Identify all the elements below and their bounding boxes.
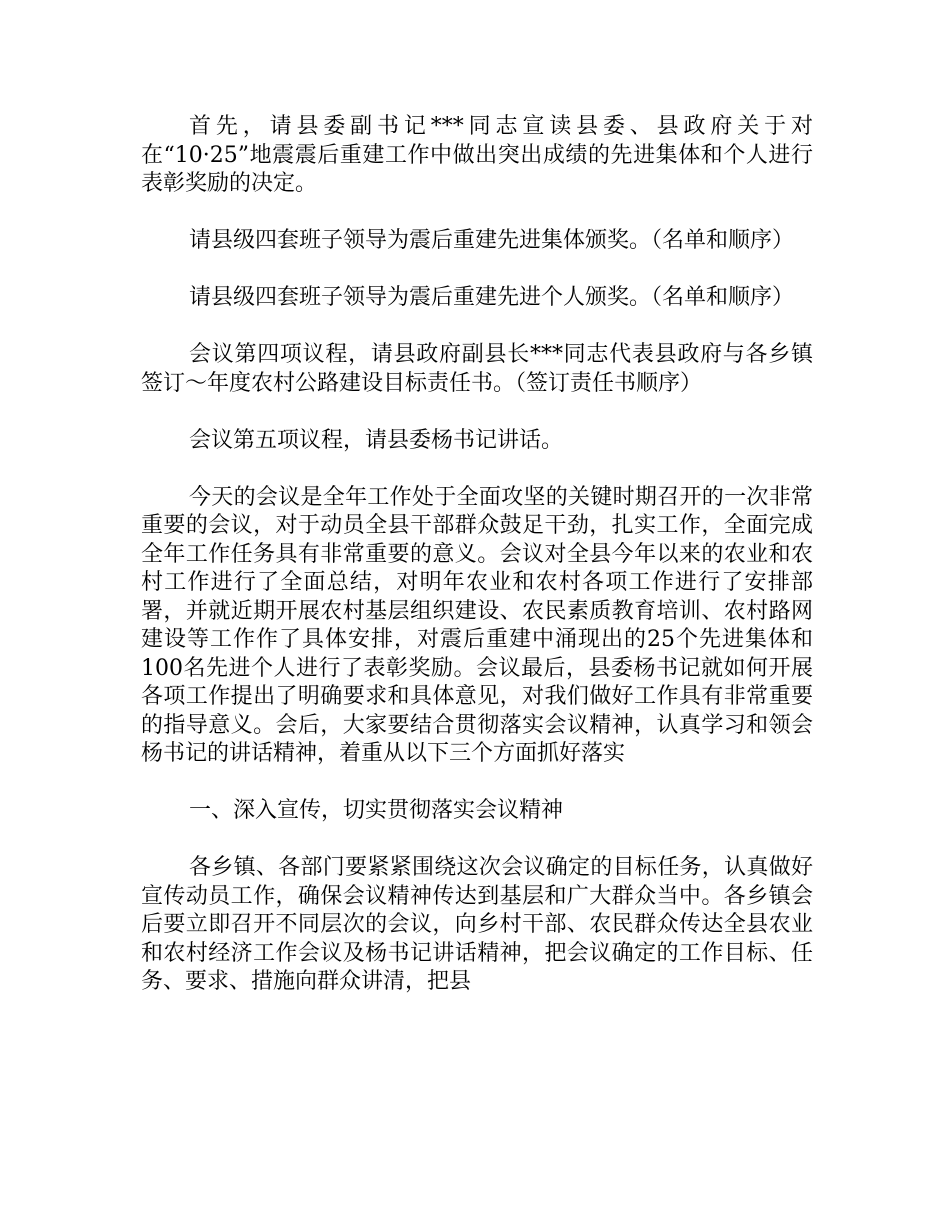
section-heading-one: 一、深入宣传，切实贯彻落实会议精神 [189,798,564,823]
paragraph-publicity: 各乡镇、各部门要紧紧围绕这次会议确定的目标任务，认真做好宣传动员工作，确保会议精神传达到基层和广大群众当中。各乡镇会后要立即召开不同层次的会议，向乡村干部、农民群众传达全县农业和农村经济工作会议及杨书记讲话精神，把会议确定的工作目标、任务、要求、措施向群众讲清，把县 [141,855,813,994]
paragraph-individual-awards: 请县级四套班子领导为震后重建先进个人颁奖。（名单和顺序） [189,285,795,310]
paragraph-collective-awards: 请县级四套班子领导为震后重建先进集体颁奖。（名单和顺序） [189,228,795,253]
paragraph-agenda-item-four: 会议第四项议程，请县政府副县长***同志代表县政府与各乡镇签订～年度农村公路建设目标责任书。（签订责任书顺序） [141,342,813,396]
paragraph-meeting-summary: 今天的会议是全年工作处于全面攻坚的关键时期召开的一次非常重要的会议，对于动员全县干部群众鼓足干劲，扎实工作，全面完成全年工作任务具有非常重要的意义。会议对全县今年以来的农业和农村工作进行了全面总结，对明年农业和农村各项工作进行了安排部署，并就近期开展农村基层组织建设、农民素质教育培训、农村路网建设等工作作了具体安排，对震后重建中涌现出的25个先进集体和100名先进个人进行了表彰奖励。会议最后，县委杨书记就如何开展各项工作提出了明确要求和具体意见，对我们做好工作具有非常重要的指导意义。会后，大家要结合贯彻落实会议精神，认真学习和领会杨书记的讲话精神，着重从以下三个方面抓好落实 [141,484,813,766]
paragraph-announcement: 首先，请县委副书记***同志宣读县委、县政府关于对在“10·25”地震震后重建工作中做出突出成绩的先进集体和个人进行表彰奖励的决定。 [141,114,813,196]
paragraph-agenda-item-five: 会议第五项议程，请县委杨书记讲话。 [189,427,564,453]
document-body [141,113,813,1025]
